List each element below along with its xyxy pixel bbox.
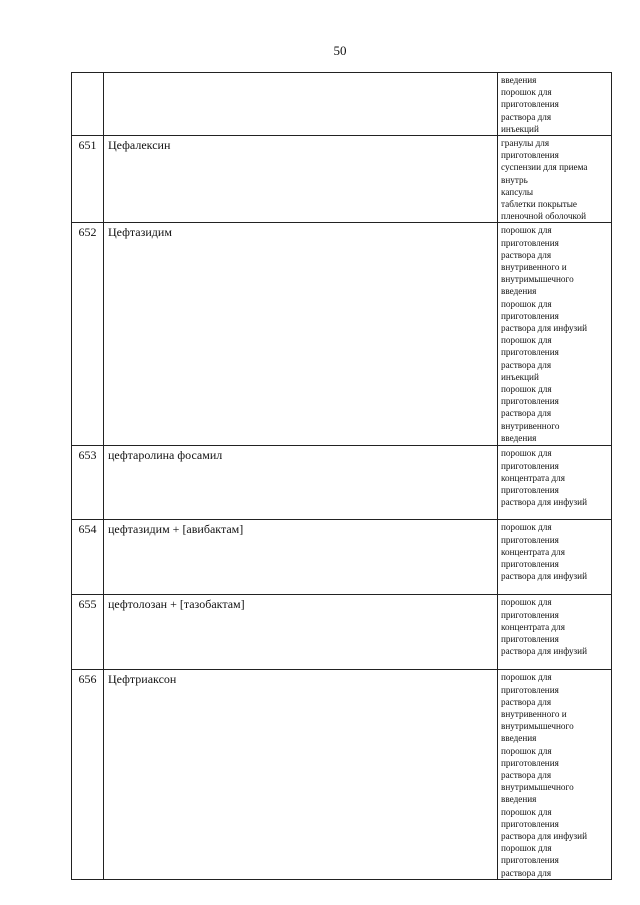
dosage-form-cell: [498, 520, 612, 595]
dosage-form-line: порошок для: [501, 843, 552, 854]
dosage-form-line: приготовления: [501, 559, 559, 570]
dosage-form-line: порошок для: [501, 298, 552, 309]
dosage-form-line: суспензии для приема: [501, 162, 588, 173]
table-row: [72, 595, 612, 670]
dosage-form-line: порошок для: [501, 448, 552, 459]
dosage-form-line: внутривенного и: [501, 262, 567, 273]
dosage-form-line: порошок для: [501, 522, 552, 533]
drug-name-cell: Цефтазидим: [104, 223, 498, 446]
dosage-form-line: раствора для: [501, 111, 552, 122]
dosage-form-line: порошок для: [501, 384, 552, 395]
dosage-form-line: раствора для инфузий: [501, 646, 587, 657]
dosage-form-line: раствора для инфузий: [501, 323, 587, 334]
table-row: [72, 520, 612, 595]
dosage-form-line: капсулы: [501, 186, 534, 197]
drug-name-cell: Цефалексин: [104, 136, 498, 223]
dosage-form-line: раствора для: [501, 867, 552, 878]
drug-table-body: [72, 73, 612, 880]
dosage-form-line: порошок для: [501, 672, 552, 683]
row-number-cell: 651: [72, 136, 104, 223]
drug-name-cell: [104, 73, 498, 136]
table-row: [72, 446, 612, 520]
dosage-form-line: приготовления: [501, 855, 559, 866]
dosage-form-line: раствора для инфузий: [501, 571, 587, 582]
dosage-form-line: порошок для: [501, 225, 552, 236]
dosage-form-line: приготовления: [501, 237, 559, 248]
dosage-form-line: приготовления: [501, 609, 559, 620]
dosage-form-line: внутримышечного: [501, 274, 574, 285]
dosage-form-line: концентрата для: [501, 546, 565, 557]
dosage-form-line: введения: [501, 75, 537, 85]
drug-name-cell: цефтолозан + [тазобактам]: [104, 595, 498, 670]
dosage-form-line: приготовления: [501, 634, 559, 645]
drug-name-cell: цефтаролина фосамил: [104, 446, 498, 520]
dosage-form-line: приготовления: [501, 310, 559, 321]
dosage-form-line: внутрь: [501, 174, 528, 185]
dosage-form-line: раствора для: [501, 408, 552, 419]
dosage-form-line: приготовления: [501, 150, 559, 161]
dosage-form-line: приготовления: [501, 757, 559, 768]
dosage-form-line: раствора для: [501, 696, 552, 707]
dosage-form-line: приготовления: [501, 485, 559, 496]
dosage-form-line: раствора для инфузий: [501, 497, 587, 508]
dosage-form-line: введения: [501, 733, 537, 744]
dosage-form-line: порошок для: [501, 745, 552, 756]
dosage-form-line: концентрата для: [501, 621, 565, 632]
dosage-form-line: приготовления: [501, 534, 559, 545]
dosage-form-line: порошок для: [501, 597, 552, 608]
dosage-form-line: приготовления: [501, 818, 559, 829]
drug-table: [71, 72, 612, 880]
dosage-form-line: пленочной оболочкой: [501, 211, 587, 222]
table-row: [72, 670, 612, 880]
row-number-cell: 652: [72, 223, 104, 446]
dosage-form-line: концентрата для: [501, 472, 565, 483]
dosage-form-line: гранулы для: [501, 138, 550, 149]
dosage-form-line: раствора для инфузий: [501, 831, 587, 842]
row-number-cell: 653: [72, 446, 104, 520]
dosage-form-line: инъекций: [501, 123, 539, 134]
row-number-cell: 656: [72, 670, 104, 880]
table-row: [72, 73, 612, 136]
table-row: [72, 136, 612, 223]
drug-name-cell: Цефтриаксон: [104, 670, 498, 880]
page-number: 50: [333, 43, 347, 58]
dosage-form-line: раствора для: [501, 359, 552, 370]
dosage-form-cell: [498, 446, 612, 520]
row-number-cell: 654: [72, 520, 104, 595]
dosage-form-line: порошок для: [501, 335, 552, 346]
dosage-form-line: внутривенного: [501, 420, 560, 431]
dosage-form-line: порошок для: [501, 87, 552, 98]
dosage-form-cell: [498, 223, 612, 446]
dosage-form-line: приготовления: [501, 460, 559, 471]
dosage-form-line: введения: [501, 286, 537, 297]
dosage-form-line: приготовления: [501, 396, 559, 407]
dosage-form-line: раствора для: [501, 770, 552, 781]
dosage-form-line: приготовления: [501, 99, 559, 110]
dosage-form-line: введения: [501, 432, 537, 443]
dosage-form-cell: [498, 136, 612, 223]
row-number-cell: 655: [72, 595, 104, 670]
dosage-form-line: внутримышечного: [501, 721, 574, 732]
dosage-form-cell: [498, 595, 612, 670]
dosage-form-cell: [498, 73, 612, 136]
dosage-form-line: внутримышечного: [501, 782, 574, 793]
drug-name-cell: цефтазидим + [авибактам]: [104, 520, 498, 595]
dosage-form-line: раствора для: [501, 249, 552, 260]
dosage-form-cell: [498, 670, 612, 880]
dosage-form-line: инъекций: [501, 371, 539, 382]
dosage-form-line: приготовления: [501, 347, 559, 358]
dosage-form-line: таблетки покрытые: [501, 199, 578, 210]
row-number-cell: [72, 73, 104, 136]
dosage-form-line: внутривенного и: [501, 709, 567, 720]
table-row: [72, 223, 612, 446]
dosage-form-line: порошок для: [501, 806, 552, 817]
dosage-form-line: введения: [501, 794, 537, 805]
dosage-form-line: приготовления: [501, 684, 559, 695]
